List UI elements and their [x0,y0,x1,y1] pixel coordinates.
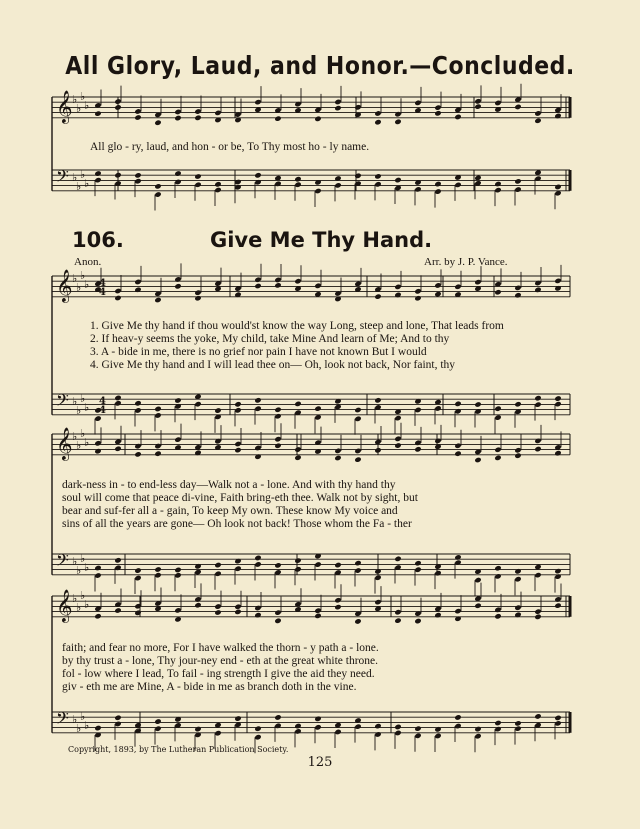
notehead [494,181,501,187]
notehead [474,726,481,732]
verse-line: sins of all the years are gone— Oh look not back! Those whom the Fa - ther [62,518,412,530]
bass-clef: 𝄢 [56,166,69,190]
notehead [514,401,521,407]
notehead [454,114,461,120]
flat-sign: ♭ [76,102,82,115]
notehead [534,446,541,452]
notehead [474,401,481,407]
hymn-title: Give Me Thy Hand. [210,228,433,252]
notehead [334,604,341,610]
notehead [154,718,161,724]
notehead [274,443,281,449]
notehead [174,115,181,121]
notehead [254,555,261,561]
notehead [114,104,121,110]
notehead [194,173,201,179]
flat-sign: ♭ [72,93,78,106]
notehead [494,613,501,619]
notehead [414,725,421,731]
notehead [194,295,201,301]
bass-clef: 𝄢 [56,390,69,414]
flat-sign: ♭ [84,401,90,414]
notehead [414,618,421,624]
notehead [434,110,441,116]
notehead [334,105,341,111]
notehead [474,603,481,609]
treble-clef: 𝄞 [56,269,73,302]
notehead [134,610,141,616]
notehead [154,119,161,125]
notehead [154,450,161,456]
flat-sign: ♭ [80,552,86,565]
notehead [234,401,241,407]
tune-credit: Anon. [74,256,102,268]
notehead [94,170,101,176]
notehead [274,562,281,568]
notehead [334,455,341,461]
notehead [554,602,561,608]
notehead [154,566,161,572]
verse-line: dark-ness in - to end-less day—Walk not a - lone. And with thy hand thy [62,479,396,491]
notehead [94,613,101,619]
time-signature: 4 [99,396,106,407]
flat-sign: ♭ [76,404,82,417]
flat-sign: ♭ [72,430,78,443]
notehead [474,103,481,109]
notehead [114,607,121,613]
flat-sign: ♭ [80,427,86,440]
notehead [254,172,261,178]
notehead [354,456,361,462]
notehead [134,567,141,573]
flat-sign: ♭ [72,395,78,408]
notehead [414,446,421,452]
notehead [214,181,221,187]
notehead [354,173,361,179]
notehead [494,455,501,461]
notehead [94,448,101,454]
verse-line: by thy trust a - lone, Thy jour-ney end - eth at the great white throne. [62,655,379,667]
notehead [154,183,161,189]
page-number: 125 [307,755,333,770]
notehead [514,452,521,458]
notehead [514,178,521,184]
notehead [434,726,441,732]
notehead [534,614,541,620]
notehead [314,613,321,619]
notehead [454,714,461,720]
flat-sign: ♭ [80,269,86,282]
notehead [154,406,161,412]
notehead [494,405,501,411]
notehead [554,715,561,721]
notehead [254,612,261,618]
notehead [354,407,361,413]
notehead [374,119,381,125]
notehead [114,395,121,401]
notehead [214,407,221,413]
notehead [294,454,301,460]
notehead [114,172,121,178]
notehead [234,715,241,721]
notehead [554,450,561,456]
flat-sign: ♭ [80,710,86,723]
notehead [494,565,501,571]
notehead [134,172,141,178]
notehead [294,557,301,563]
notehead [94,110,101,116]
notehead [534,713,541,719]
verse-line: soul will come that peace di-vine, Faith bring-eth thee. Walk not by sight, but [62,492,418,504]
notehead [414,295,421,301]
notehead [234,447,241,453]
notehead [494,720,501,726]
time-signature: 4 [99,287,106,298]
flat-sign: ♭ [84,436,90,449]
notehead [514,720,521,726]
copyright-notice: Copyright, 1893, by The Lutheran Publication Society. [68,745,289,754]
notehead [254,725,261,731]
concluded-title: All Glory, Laud, and Honor.—Concluded. [65,52,575,81]
notehead [314,405,321,411]
notehead [294,401,301,407]
notehead [314,116,321,122]
notehead [254,397,261,403]
notehead [134,400,141,406]
bass-clef: 𝄢 [56,708,69,732]
notehead [374,293,381,299]
notehead [434,612,441,618]
notehead [554,184,561,190]
flat-sign: ♭ [80,168,86,181]
notehead [294,176,301,182]
notehead [394,617,401,623]
notehead [514,568,521,574]
notehead [434,181,441,187]
verse-line: faith; and fear no more, For I have walked the thorn - y path a - lone. [62,642,379,654]
notehead [394,177,401,183]
notehead [194,115,201,121]
bass-clef: 𝄢 [56,550,69,574]
notehead [534,287,541,293]
notehead [114,715,121,721]
time-signature: 4 [99,405,106,416]
notehead [174,397,181,403]
notehead [294,723,301,729]
notehead [454,450,461,456]
flat-sign: ♭ [72,272,78,285]
notehead [134,114,141,120]
notehead [234,609,241,615]
flat-sign: ♭ [80,589,86,602]
flat-sign: ♭ [72,713,78,726]
notehead [114,295,121,301]
notehead [514,104,521,110]
flat-sign: ♭ [76,564,82,577]
notehead [274,115,281,121]
notehead [274,714,281,720]
notehead [114,446,121,452]
notehead [314,716,321,722]
notehead [394,556,401,562]
notehead [394,119,401,125]
flat-sign: ♭ [84,278,90,291]
notehead [374,568,381,574]
flat-sign: ♭ [76,281,82,294]
notehead [534,395,541,401]
notehead [374,173,381,179]
flat-sign: ♭ [72,171,78,184]
notehead [374,447,381,453]
flat-sign: ♭ [84,177,90,190]
verse-line: giv - eth me are Mine, A - bide in me as branch doth in the vine. [62,681,357,693]
notehead [334,562,341,568]
notehead [94,725,101,731]
flat-sign: ♭ [76,439,82,452]
notehead [174,283,181,289]
notehead [174,567,181,573]
notehead [414,560,421,566]
notehead [274,407,281,413]
verse-line: fol - low where I lead, To fail - ing strength I give the aid they need. [62,668,375,680]
notehead [474,457,481,463]
flat-sign: ♭ [84,561,90,574]
verse-line: 3. A - bide in me, there is no grief nor pain I have not known But I would [90,346,427,358]
notehead [554,395,561,401]
notehead [354,560,361,566]
time-signature: 4 [99,278,106,289]
arranger-credit: Arr. by J. P. Vance. [424,256,508,268]
notehead [154,297,161,303]
notehead [394,442,401,448]
concluded-lyric: All glo - ry, laud, and hon - or be, To Thy most ho - ly name. [90,141,370,153]
notehead [194,602,201,608]
flat-sign: ♭ [76,180,82,193]
notehead [114,557,121,563]
verse-line: 2. If heav-y seems the yoke, My child, take Mine And learn of Me; And to thy [90,333,450,345]
verse-line: 1. Give Me thy hand if thou would'st know the way Long, steep and lone, That leads from [90,320,504,332]
notehead [374,723,381,729]
notehead [214,562,221,568]
treble-clef: 𝄞 [56,427,73,460]
notehead [194,726,201,732]
notehead [454,401,461,407]
notehead [374,397,381,403]
notehead [534,118,541,124]
flat-sign: ♭ [80,90,86,103]
notehead [254,283,261,289]
flat-sign: ♭ [72,555,78,568]
notehead [494,289,501,295]
notehead [94,565,101,571]
verse-line: 4. Give Me thy hand and I will lead thee on— Oh, look not back, Nor faint, thy [90,359,456,371]
notehead [174,170,181,176]
flat-sign: ♭ [80,392,86,405]
flat-sign: ♭ [72,592,78,605]
notehead [554,568,561,574]
treble-clef: 𝄞 [56,90,73,123]
notehead [214,609,221,615]
flat-sign: ♭ [84,719,90,732]
notehead [274,282,281,288]
hymn-number: 106. [72,228,124,252]
notehead [514,292,521,298]
flat-sign: ♭ [84,99,90,112]
flat-sign: ♭ [76,722,82,735]
notehead [394,724,401,730]
flat-sign: ♭ [84,598,90,611]
notehead [354,618,361,624]
notehead [274,618,281,624]
verse-line: bear and suf-fer all a - gain, To keep My own. These know My voice and [62,505,398,517]
notehead [134,451,141,457]
treble-clef: 𝄞 [56,589,73,622]
flat-sign: ♭ [76,601,82,614]
